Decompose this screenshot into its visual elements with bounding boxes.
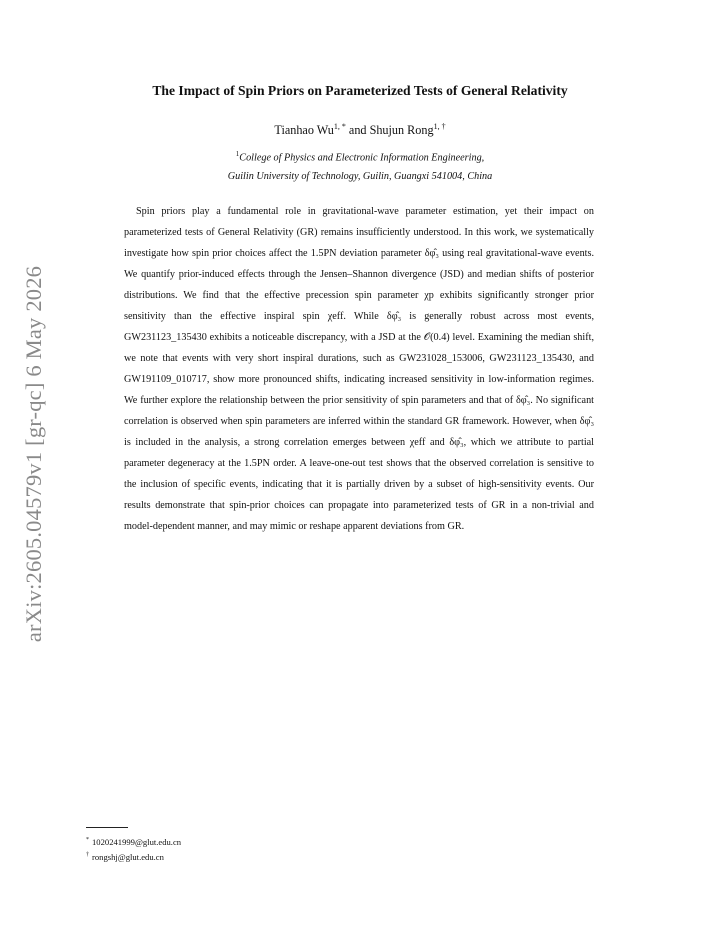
footnote-email: rongshj@glut.edu.cn (92, 851, 164, 862)
author-connector: and (348, 123, 367, 138)
affiliation-mark: 1 (235, 150, 240, 158)
author-affiliation-mark: 1, † (433, 122, 446, 131)
author-line (0, 122, 720, 138)
footnote (86, 834, 181, 848)
paper-title: The Impact of Spin Priors on Parameterized Tests of General Relativity (152, 83, 568, 98)
affiliation-text: Guilin University of Technology, Guilin, Guangxi 541004, China (227, 171, 493, 182)
author-name: Tianhao Wu (274, 123, 334, 138)
footnote-mark: † (86, 852, 89, 858)
footnote-email: 1020241999@glut.edu.cn (92, 836, 182, 847)
author-affiliation-mark: 1, * (333, 122, 346, 131)
arxiv-identifier-text: arXiv:2605.04579v1 [gr-qc] 6 May 2026 (21, 265, 47, 643)
affiliation-text: College of Physics and Electronic Information Engineering, (239, 152, 485, 164)
footnote-divider (86, 827, 128, 828)
arxiv-identifier-stamp (4, 264, 64, 644)
abstract-text: Spin priors play a fundamental role in gravitational-wave parameter estimation, yet their impact on parameterized tests of General Relativity (GR) remains insufficiently understood. In this work, we systematically investigate how spin prior choices affect the 1.5PN deviation parameter δφ̂₃ using real gravitational-wave events. We quantify prior-induced effects through the Jensen–Shannon divergence (JSD) and median shifts of posterior distributions. We find that the effective precession spin parameter χp exhibits significantly stronger prior sensitivity than the effective inspiral spin χeff. While δφ̂₃ is generally robust across most events, GW231123_135430 exhibits a noticeable discrepancy, with a JSD at the 𝒪(0.4) level. Examining the median shift, we note that events with very short inspiral durations, such as GW231028_153006, GW231123_135430, and GW191109_010717, show more pronounced shifts, indicating increased sensitivity in low-information regimes. We further explore the relationship between the prior sensitivity of spin parameters and that of δφ̂₃. No significant correlation is observed when spin parameters are inferred within the standard GR framework. However, when δφ̂₃ is included in the analysis, a strong correlation emerges between χeff and δφ̂₃, which we attribute to partial parameter degeneracy at the 1.5PN order. A leave-one-out test shows that the observed correlation is sensitive to the inclusion of specific events, indicating that it is partially driven by a subset of high-sensitivity events. Our results demonstrate that spin-prior choices can propagate into parameterized tests of GR in a non-trivial and model-dependent manner, and may mimic or reshape apparent deviations from GR. (124, 206, 594, 532)
affiliation-line (0, 171, 720, 182)
abstract (124, 201, 594, 537)
footnote-mark: * (86, 837, 89, 843)
author-name: Shujun Rong (369, 123, 434, 138)
affiliation-line (0, 150, 720, 163)
footnote (86, 849, 164, 863)
